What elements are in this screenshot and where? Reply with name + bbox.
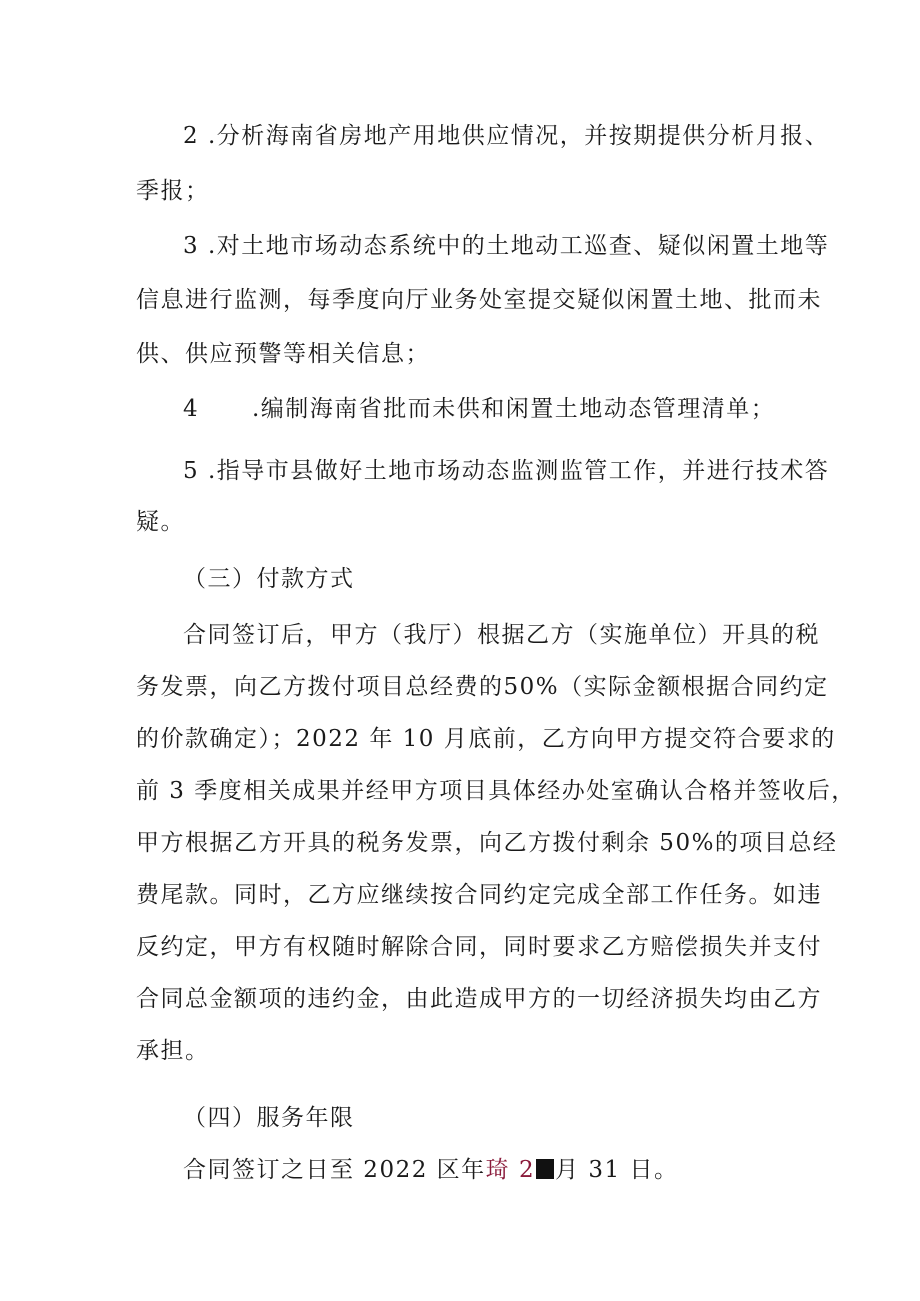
section-4-accent-text: 琦 2	[485, 1157, 536, 1183]
item-5-line-2: 疑。	[136, 509, 185, 535]
section-3-line-4: 前 3 季度相关成果并经甲方项目具体经办处室确认合格并签收后，	[136, 778, 856, 804]
item-3-line-2: 信息进行监测，每季度向厅业务处室提交疑似闲置土地、批而未	[136, 287, 822, 313]
item-3-line-3: 供、供应预警等相关信息；	[136, 341, 430, 367]
section-4-heading: （四）服务年限	[183, 1105, 355, 1131]
section-3-line-3: 的价款确定）；2022 年 10 月底前，乙方向甲方提交符合要求的	[136, 726, 836, 752]
section-3-line-9: 承担。	[136, 1038, 210, 1064]
section-3-line-7: 反约定，甲方有权随时解除合同，同时要求乙方赔偿损失并支付	[136, 934, 822, 960]
section-3-line-8: 合同总金额项的违约金，由此造成甲方的一切经济损失均由乙方	[136, 986, 822, 1012]
section-4-line-1	[183, 1155, 679, 1185]
section-3-line-5: 甲方根据乙方开具的税务发票，向乙方拨付剩余 50%的项目总经	[136, 830, 838, 856]
section-4-text-before: 合同签订之日至 2022 区年	[183, 1157, 486, 1183]
section-3-line-2: 务发票，向乙方拨付项目总经费的50%（实际金额根据合同约定	[136, 674, 829, 700]
section-3-line-1: 合同签订后，甲方（我厅）根据乙方（实施单位）开具的税	[183, 622, 820, 648]
section-3-line-6: 费尾款。同时，乙方应继续按合同约定完成全部工作任务。如违	[136, 882, 822, 908]
item-3-line-1: 3 .对土地市场动态系统中的土地动工巡查、疑似闲置土地等	[183, 233, 830, 259]
item-5-line-1: 5 .指导市县做好土地市场动态监测监管工作，并进行技术答	[183, 458, 830, 484]
item-2-line-1: 2 .分析海南省房地产用地供应情况，并按期提供分析月报、	[183, 123, 830, 149]
section-4-text-after: 月 31 日。	[555, 1157, 679, 1183]
redaction-block-icon	[536, 1159, 554, 1179]
item-4-line-1: 4 .编制海南省批而未供和闲置土地动态管理清单；	[183, 396, 776, 422]
section-3-heading: （三）付款方式	[183, 566, 355, 592]
item-2-line-2: 季报；	[136, 178, 210, 204]
